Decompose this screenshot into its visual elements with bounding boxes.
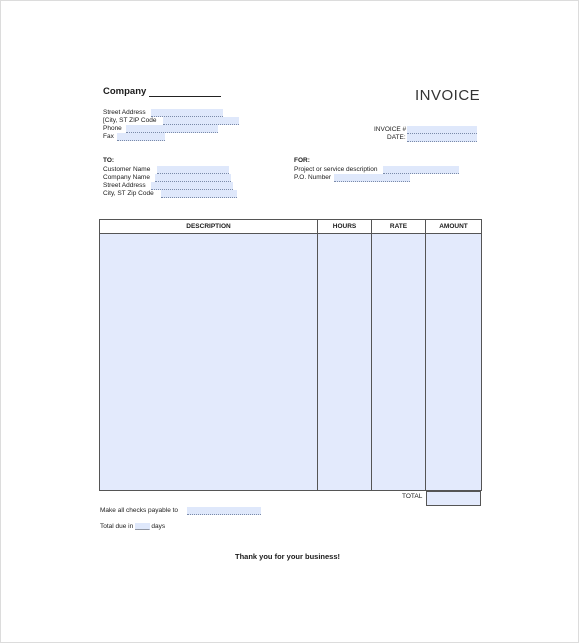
thank-you-message: Thank you for your business! <box>235 552 341 561</box>
checks-payable-label: Make all checks payable to <box>100 507 179 514</box>
total-label: TOTAL <box>402 493 423 500</box>
sender-fax-label: Fax <box>103 133 114 140</box>
project-label: Project or service description <box>294 166 378 173</box>
to-heading: TO: <box>103 157 115 164</box>
description-cell[interactable] <box>100 234 318 491</box>
rate-cell[interactable] <box>372 234 426 491</box>
date-label: DATE: <box>387 134 406 141</box>
invoice-number-label: INVOICE # <box>374 126 407 133</box>
po-number-field[interactable] <box>334 174 410 182</box>
sender-street-label: Street Address <box>103 109 146 116</box>
sender-city-label: [City, ST ZIP Code <box>103 117 157 124</box>
hours-cell[interactable] <box>318 234 372 491</box>
amount-cell[interactable] <box>426 234 482 491</box>
sender-phone-field[interactable] <box>126 125 218 133</box>
total-due-days-field[interactable]: ____ <box>135 523 150 530</box>
sender-city-field[interactable] <box>163 117 239 125</box>
column-header-rate: RATE <box>372 220 426 234</box>
invoice-title: INVOICE <box>415 87 481 104</box>
invoice-number-field[interactable] <box>407 126 477 134</box>
to-street-field[interactable] <box>151 182 233 190</box>
line-items-table <box>99 219 482 491</box>
customer-name-field[interactable] <box>157 166 229 174</box>
checks-payable-field[interactable] <box>187 507 261 515</box>
company-label: Company <box>103 86 147 97</box>
to-city-field[interactable] <box>161 190 237 198</box>
date-field[interactable] <box>407 134 477 142</box>
sender-fax-field[interactable] <box>117 133 165 141</box>
total-due-prefix: Total due in <box>100 523 134 530</box>
sender-street-field[interactable] <box>151 109 223 117</box>
to-city-label: City, ST Zip Code <box>103 190 154 197</box>
total-due-suffix: days <box>151 523 166 530</box>
company-name-line[interactable] <box>149 96 221 97</box>
total-due-line <box>100 523 165 531</box>
column-header-description: DESCRIPTION <box>100 220 318 234</box>
project-field[interactable] <box>383 166 459 174</box>
column-header-hours: HOURS <box>318 220 372 234</box>
customer-name-label: Customer Name <box>103 166 151 173</box>
total-field[interactable] <box>426 491 481 506</box>
company-name-field[interactable] <box>155 174 231 182</box>
company-name-label: Company Name <box>103 174 150 181</box>
to-street-label: Street Address <box>103 182 146 189</box>
for-heading: FOR: <box>294 157 310 164</box>
po-number-label: P.O. Number <box>294 174 332 181</box>
column-header-amount: AMOUNT <box>426 220 482 234</box>
sender-phone-label: Phone <box>103 125 122 132</box>
